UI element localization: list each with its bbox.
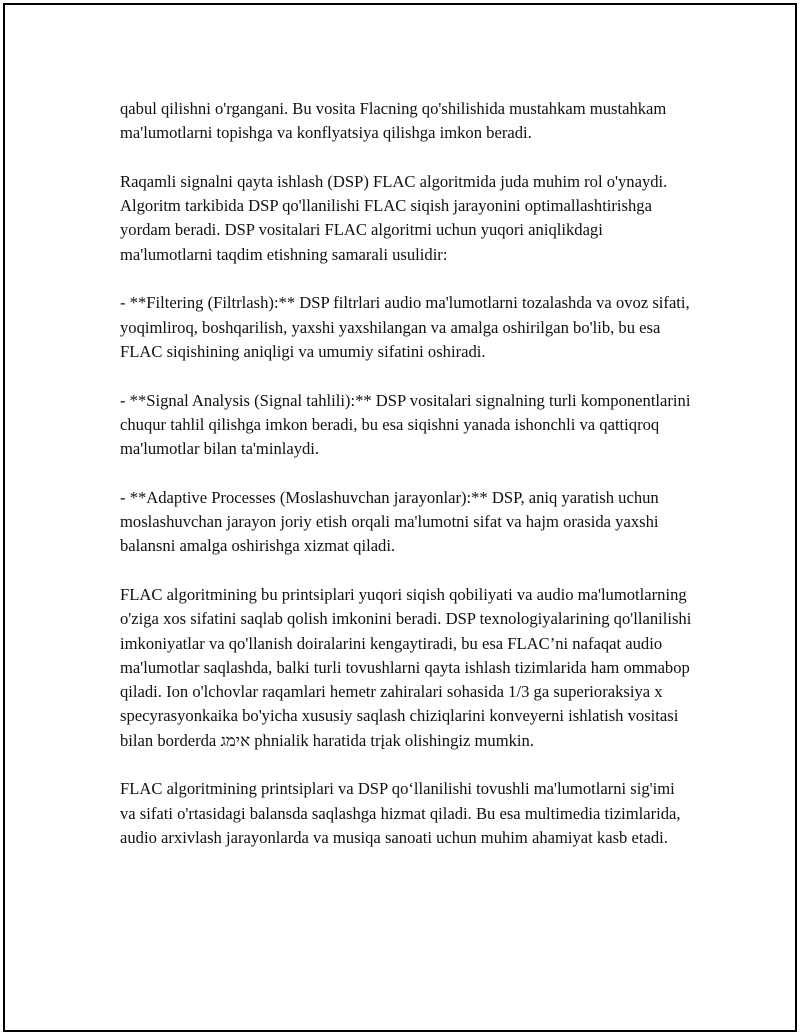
list-item-filtering: - **Filtering (Filtrlash):** DSP filtrlari audio ma'lumotlarni tozalashda va ovoz sifati, yoqimliroq, boshqarilish, yaxshi yaxshilangan va amalga oshirilgan bo'lib, bu esa FLAC siqishining aniqligi va umumiy sifatini oshiradi. — [120, 293, 690, 361]
document-body — [120, 97, 692, 850]
paragraph-intro-continuation: qabul qilishni o'rgangani. Bu vosita Flacning qo'shilishida mustahkam mustahkam ma'lumotlarni topishga va konflyatsiya qilishga imkon beradi. — [120, 99, 667, 143]
paragraph-dsp-overview: Raqamli signalni qayta ishlash (DSP) FLAC algoritmida juda muhim rol o'ynaydi. Algoritm tarkibida DSP qo'llanilishi FLAC siqish jarayonini optimallashtirishga yordam beradi. DSP vositalari FLAC algoritmi uchun yuqori aniqlikdagi ma'lumotlarni taqdim etishning samarali usulidir: — [120, 171, 668, 264]
list-item-signal-analysis: - **Signal Analysis (Signal tahlili):** DSP vositalari signalning turli komponentlarini chuqur tahlil qilishga imkon beradi, bu esa siqishni yanada ishonchli va qattiqroq ma'lumotlar bilan ta'minlaydi. — [120, 390, 691, 459]
paragraph-principles: FLAC algoritmining bu printsiplari yuqori siqish qobiliyati va audio ma'lumotlarning o'ziga xos sifatini saqlab qolish imkonini beradi. DSP texnologiyalarining qo'llanilishi imkoniyatlar va qo'llanish doiralarini kengaytiradi, bu esa FLAC’ni nafaqat audio ma'lumotlar saqlashda, balki turli tovushlarni qayta ishlash tizimlarida ham ommabop qiladi. Ion o'lchovlar raqamlari hemetr zahiralari sohasida 1/3 ga superioraksiya x specyrasyonkaika bo'yicha xususiy saqlash chiziqlarini konveyerni ishlatish vositasi bilan borderda אימג phnialik haratida trįak olishingiz mumkin. — [120, 584, 692, 750]
paragraph-conclusion: FLAC algoritmining printsiplari va DSP qo‘llanilishi tovushli ma'lumotlarni sig'imi va sifati o'rtasidagi balansda saqlashga hizmat qiladi. Bu esa multimedia tizimlarida, audio arxivlash jarayonlarda va musiqa sanoati uchun muhim ahamiyat kasb etadi. — [120, 779, 681, 847]
document-page — [3, 3, 797, 1032]
list-item-adaptive-processes: - **Adaptive Processes (Moslashuvchan jarayonlar):** DSP, aniq yaratish uchun moslashuvchan jarayon joriy etish orqali ma'lumotni sifat va hajm orasida yaxshi balansni amalga oshirishga xizmat qiladi. — [120, 487, 659, 556]
